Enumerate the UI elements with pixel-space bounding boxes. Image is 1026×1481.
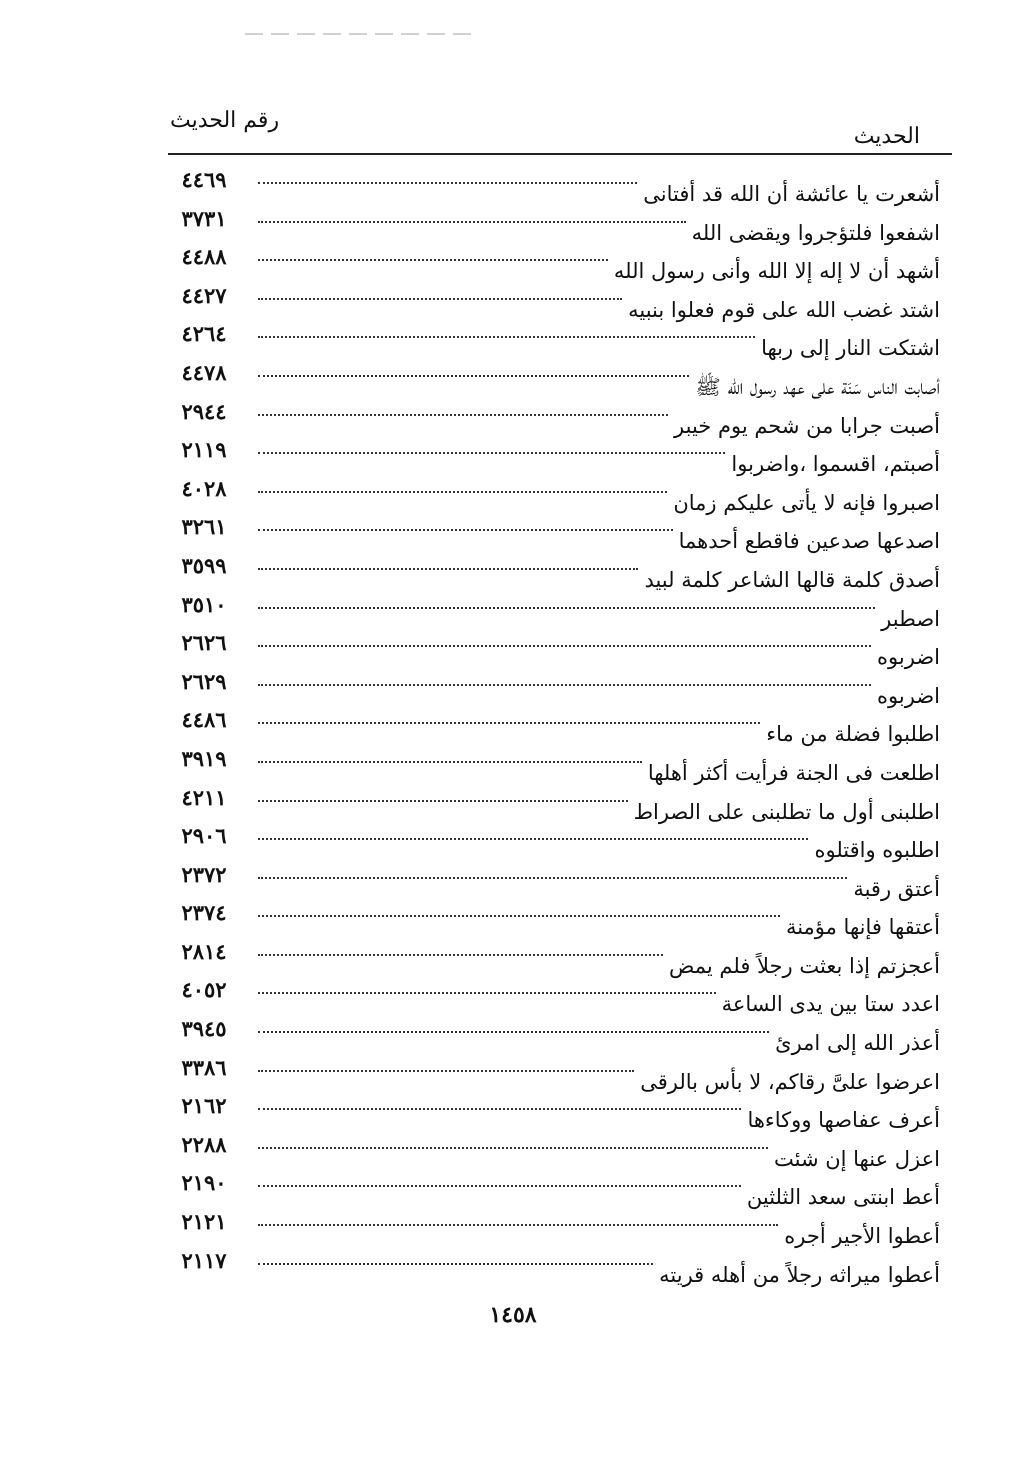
index-entry — [160, 207, 940, 246]
hadith-number: ٤٤٢٧ — [181, 282, 227, 308]
hadith-number: ٢٣٧٤ — [181, 900, 227, 926]
dotted-leader — [258, 1108, 741, 1110]
hadith-number: ٢٦٢٦ — [181, 630, 227, 656]
hadith-text: أعتقها فإنها مؤمنة — [785, 915, 940, 940]
hadith-number: ٤٤٧٨ — [181, 359, 227, 385]
dotted-leader — [258, 645, 871, 647]
dotted-leader — [258, 1263, 653, 1265]
dotted-leader — [258, 1224, 778, 1226]
hadith-number: ٢١٩٠ — [181, 1170, 227, 1196]
hadith-text: أعرف عفاصها ووكاءها — [747, 1108, 940, 1133]
index-entry — [160, 824, 940, 863]
dotted-leader — [258, 722, 760, 724]
index-entry — [160, 786, 940, 825]
index-entry — [160, 245, 940, 284]
hadith-number: ٣٥١٠ — [181, 591, 227, 617]
hadith-number: ٤٤٨٦ — [181, 707, 227, 733]
dotted-leader — [258, 491, 667, 493]
hadith-number: ٣٥٩٩ — [181, 552, 227, 578]
hadith-text: اضربوه — [877, 645, 940, 670]
dotted-leader — [258, 1185, 741, 1187]
hadith-text: اطلبوه واقتلوه — [814, 838, 940, 863]
hadith-number: ٢٢٨٨ — [181, 1131, 227, 1157]
index-entry — [160, 631, 940, 670]
dotted-leader — [258, 607, 875, 609]
dotted-leader — [258, 1147, 768, 1149]
hadith-text: أصبت جرابا من شحم يوم خيبر — [674, 413, 940, 438]
page-number: ١٤٥٨ — [489, 1302, 537, 1328]
dotted-leader — [258, 838, 808, 840]
dotted-leader — [258, 452, 725, 454]
dotted-leader — [258, 336, 755, 338]
index-entry — [160, 1056, 940, 1095]
hadith-text: أشهد أن لا إله إلا الله وأنى رسول الله — [613, 259, 940, 284]
header-rule — [168, 153, 952, 155]
index-entry — [160, 438, 940, 477]
dotted-leader — [258, 761, 642, 763]
hadith-number: ٤٠٢٨ — [181, 475, 227, 501]
hadith-number: ٢٨١٤ — [181, 938, 227, 964]
index-entry — [160, 747, 940, 786]
hadith-text: أعتق رقبة — [853, 876, 940, 901]
index-entry — [160, 477, 940, 516]
hadith-text: أعذر الله إلى امرئ — [775, 1031, 940, 1056]
index-entry — [160, 901, 940, 940]
hadith-text: اشفعوا فلتؤجروا ويقضى الله — [691, 220, 940, 245]
index-entry — [160, 863, 940, 902]
hadith-number: ٢١١٩ — [181, 437, 227, 463]
hadith-text: أعجزتم إذا بعثت رجلاً فلم يمض — [669, 953, 940, 978]
hadith-number: ٤٤٨٨ — [181, 244, 227, 270]
hadith-number: ٤٢١١ — [181, 784, 227, 810]
hadith-text: اطلبوا فضلة من ماء — [766, 722, 940, 747]
index-entry — [160, 1017, 940, 1056]
hadith-text: اضربوه — [877, 683, 940, 708]
index-entry — [160, 400, 940, 439]
index-entry — [160, 1133, 940, 1172]
dotted-leader — [258, 915, 780, 917]
index-entry — [160, 284, 940, 323]
hadith-text: أعط ابنتى سعد الثلثين — [746, 1185, 940, 1210]
hadith-text: اطلعت فى الجنة فرأيت أكثر أهلها — [647, 760, 940, 785]
index-entry — [160, 168, 940, 207]
dotted-leader — [258, 414, 668, 416]
dotted-leader — [258, 1070, 634, 1072]
hadith-number: ٢١٢١ — [181, 1209, 227, 1235]
index-entry — [160, 1171, 940, 1210]
dotted-leader — [258, 259, 608, 261]
scan-artifact — [245, 33, 475, 35]
page-header — [170, 108, 950, 154]
hadith-text: اعرضوا علىَّ رقاكم، لا بأس بالرقى — [640, 1069, 940, 1094]
dotted-leader — [258, 877, 847, 879]
index-entry — [160, 554, 940, 593]
header-hadith-column: الحديث — [853, 124, 920, 149]
dotted-leader — [258, 529, 673, 531]
hadith-number: ٣٢٦١ — [181, 514, 227, 540]
hadith-number: ٣٧٣١ — [181, 205, 227, 231]
hadith-text: اعزل عنها إن شئت — [774, 1146, 940, 1171]
hadith-text: اصطبر — [881, 606, 940, 631]
hadith-number: ٣٩١٩ — [181, 745, 227, 771]
dotted-leader — [258, 182, 637, 184]
dotted-leader — [258, 1031, 769, 1033]
hadith-text: أشعرت يا عائشة أن الله قد أفتانى — [643, 182, 940, 206]
hadith-number: ٤٤٦٩ — [181, 167, 227, 192]
hadith-number: ٤٢٦٤ — [181, 321, 227, 347]
hadith-text: اعدد ستا بين يدى الساعة — [721, 992, 940, 1017]
index-entry — [160, 322, 940, 361]
hadith-number: ٤٠٥٢ — [181, 977, 227, 1003]
hadith-number: ٢٣٧٢ — [181, 861, 227, 887]
dotted-leader — [258, 375, 689, 377]
index-entry — [160, 708, 940, 747]
hadith-number: ٣٣٨٦ — [181, 1054, 227, 1080]
hadith-text: أعطوا ميراثه رجلاً من أهله قريته — [659, 1262, 940, 1287]
hadith-text: اصدعها صدعين فاقطع أحدهما — [678, 529, 940, 554]
dotted-leader — [258, 568, 638, 570]
index-entry — [160, 670, 940, 709]
dotted-leader — [258, 298, 622, 300]
hadith-text: أصابت الناس سَنَة على عهد رسول الله ﷺ — [695, 374, 940, 399]
hadith-text: اشتكت النار إلى ربها — [761, 336, 940, 361]
hadith-text: أصبتم، اقسموا ،واضربوا — [731, 452, 940, 477]
hadith-number: ٢١٦٢ — [181, 1093, 227, 1119]
index-entry — [160, 978, 940, 1017]
dotted-leader — [258, 221, 686, 223]
hadith-text: اصبروا فإنه لا يأتى عليكم زمان — [673, 490, 940, 515]
hadith-number: ٢٩٤٤ — [181, 398, 227, 424]
dotted-leader — [258, 684, 871, 686]
dotted-leader — [258, 800, 628, 802]
hadith-number: ٢١١٧ — [181, 1247, 227, 1273]
hadith-index-list — [160, 168, 940, 1287]
header-number-column: رقم الحديث — [170, 108, 280, 133]
index-entry — [160, 1094, 940, 1133]
hadith-number: ٢٩٠٦ — [181, 823, 227, 849]
index-entry — [160, 1210, 940, 1249]
hadith-text: أصدق كلمة قالها الشاعر كلمة لبيد — [644, 567, 940, 592]
index-entry — [160, 593, 940, 632]
hadith-text: أعطوا الأجير أجره — [784, 1224, 940, 1249]
hadith-text: اشتد غضب الله على قوم فعلوا بنبيه — [628, 297, 940, 322]
index-entry — [160, 361, 940, 400]
dotted-leader — [258, 954, 663, 956]
hadith-number: ٣٩٤٥ — [181, 1016, 227, 1042]
index-entry — [160, 1249, 940, 1288]
dotted-leader — [258, 992, 716, 994]
hadith-number: ٢٦٢٩ — [181, 668, 227, 694]
index-entry — [160, 940, 940, 979]
index-entry — [160, 515, 940, 554]
hadith-text: اطلبنى أول ما تطلبنى على الصراط — [633, 799, 940, 824]
